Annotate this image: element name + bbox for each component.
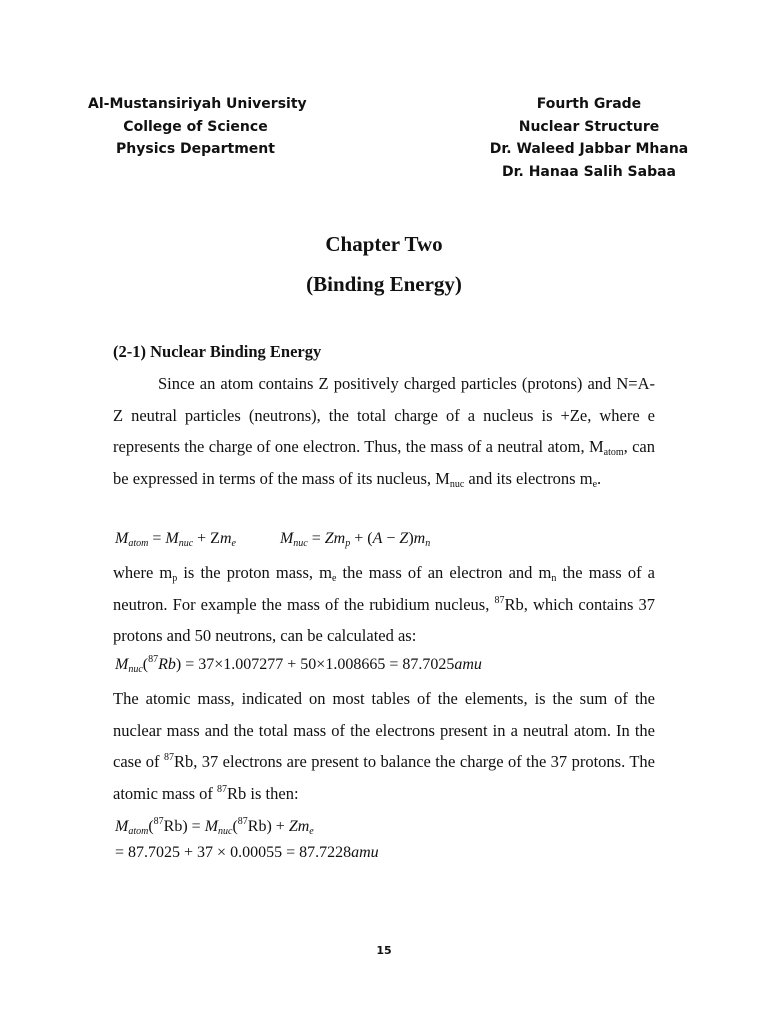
page-number: 15 — [376, 944, 392, 957]
author-2: Dr. Hanaa Salih Sabaa — [501, 163, 677, 180]
paragraph-intro: Since an atom contains Z positively charged particles (protons) and N=A-Z neutral particles (neutrons), the total charge of a nucleus is +Ze, where e represents the charge of one electron. Thus, the mass of a neutral atom, $M_{atom}$, can be expressed in terms of the mass of its nucleus, $M_{nuc}$ and its electrons $m_e$. — [113, 374, 655, 490]
paragraph-atomic-mass: The atomic mass, indicated on most tables of the elements, is the sum of the nuclear mass and the total mass of the electrons present in a neutral atom. In the case of $^{87}$Rb, 37 electrons are present to balance the charge of the 37 protons. The atomic mass of $^{87}$Rb is then: — [113, 689, 655, 803]
institution-header — [88, 93, 307, 161]
author-1: Dr. Waleed Jabbar Mhana — [489, 141, 689, 157]
equation-atomic-mass: $M_{atom}(^{87}Rb) = M_{nuc}(^{87}Rb) + Zm_e$ — [115, 816, 314, 837]
university-name: Al-Mustansiriyah University — [88, 96, 307, 112]
section-heading: (2-1) Nuclear Binding Energy — [113, 342, 322, 361]
chapter-subtitle: (Binding Energy) — [306, 272, 462, 296]
equation-atomic-mass-result: = 87.7025 + 37 × 0.00055 = 87.7228amu — [115, 844, 379, 861]
college-name: College of Science — [123, 118, 268, 135]
grade-label: Fourth Grade — [536, 96, 642, 112]
equation-nuclear-mass: $M_{nuc}(^{87}Rb) = 37\times 1.007277 + 50\times 1.008665 = 87.7025amu$ — [115, 654, 482, 675]
equation-atom-nucleus-mass: $M_{atom} = M_{nuc} + Zm_e$ $M_{nuc} = Zm_p + (A - Z)m_n$ — [115, 530, 431, 549]
department-name: Physics Department — [116, 141, 275, 157]
chapter-title: Chapter Two — [325, 232, 443, 256]
course-header — [486, 93, 692, 183]
paragraph-rubidium-example: where $m_p$ is the proton mass, $m_e$ the mass of an electron and $m_n$ the mass of a neutron. For example the mass of the rubidium nucleus, $^{87}$Rb, which contains 37 protons and 50 neutrons, can be calculated as: — [113, 563, 655, 645]
course-name: Nuclear Structure — [518, 118, 660, 135]
